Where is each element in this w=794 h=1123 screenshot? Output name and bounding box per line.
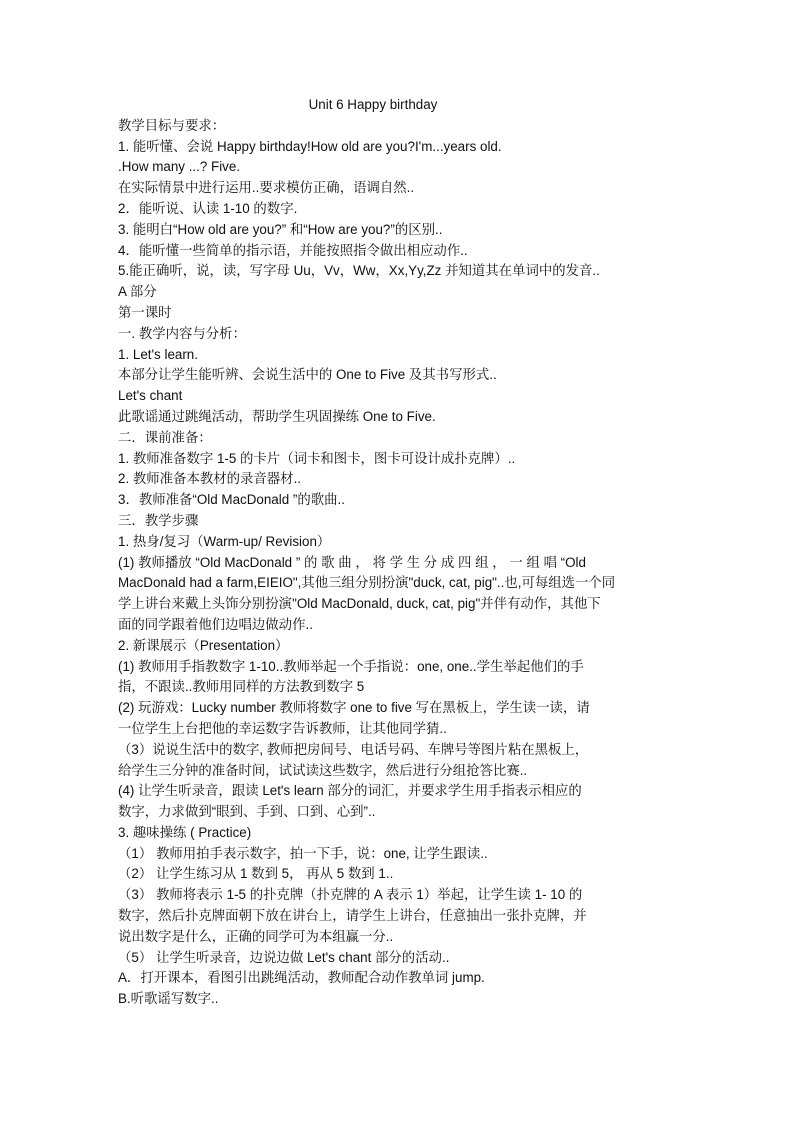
text-line: 一. 教学内容与分析： — [118, 325, 246, 341]
text-line: 2. 新课展示（Presentation） — [118, 637, 289, 653]
text-line: 此歌谣通过跳绳活动，帮助学生巩固操练 One to Five. — [118, 408, 436, 424]
text-line: 3．教师准备“Old MacDonald ”的歌曲.. — [118, 492, 345, 508]
text-line: 3. 能明白“How old are you?” 和“How are you?”的区别.. — [118, 221, 443, 237]
text-line: 2．能听说、认读 1-10 的数字. — [118, 200, 298, 216]
text-line: 2. 教师准备本教材的录音器材.. — [118, 471, 302, 487]
text-line: A 部分 — [118, 284, 157, 300]
text-line: (1) 教师播放 “Old MacDonald ” 的 歌 曲 ， 将 学 生 分 成 四 组 ， 一 组 唱 “Old — [118, 554, 586, 570]
text-line: MacDonald had a farm,EIEIO",其他三组分别扮演"duck, cat, pig"..也,可每组选一个同 — [118, 575, 616, 591]
document-page — [118, 95, 678, 1010]
text-line: （2） 让学生练习从 1 数到 5， 再从 5 数到 1.. — [118, 866, 394, 882]
text-line: A．打开课本，看图引出跳绳活动，教师配合动作教单词 jump. — [118, 970, 485, 986]
text-line: 数字，力求做到“眼到、手到、口到、心到”.. — [118, 804, 376, 820]
text-line: Let's chant — [118, 388, 183, 404]
text-line: B.听歌谣写数字.. — [118, 991, 219, 1007]
text-line: 面的同学跟着他们边唱边做动作.. — [118, 616, 313, 632]
text-line: (2) 玩游戏：Lucky number 教师将数字 one to five 写在黑板上，学生读一读，请 — [118, 700, 590, 716]
text-line: （3）说说生活中的数字, 教师把房间号、电话号码、车牌号等图片粘在黑板上， — [118, 741, 589, 757]
text-line: （1） 教师用拍手表示数字，拍一下手，说：one, 让学生跟读.. — [118, 845, 488, 861]
text-line: 一位学生上台把他的幸运数字告诉教师，让其他同学猜.. — [118, 720, 447, 736]
text-line: 1. 热身/复习（Warm-up/ Revision） — [118, 533, 331, 549]
text-line: 教学目标与要求： — [118, 117, 226, 133]
text-line: .How many ...? Five. — [118, 159, 241, 175]
text-line: 5.能正确听，说，读，写字母 Uu，Vv，Ww，Xx,Yy,Zz 并知道其在单词中的发音.. — [118, 263, 600, 279]
text-line: 学上讲台来戴上头饰分别扮演"Old MacDonald, duck, cat, pig"并伴有动作，其他下 — [118, 596, 601, 612]
text-line: (1) 教师用手指教数字 1-10..教师举起一个手指说：one, one..学生举起他们的手 — [118, 658, 584, 674]
text-line: 1. Let's learn. — [118, 346, 198, 362]
text-line: （3） 教师将表示 1-5 的扑克牌（扑克牌的 A 表示 1）举起，让学生读 1- 10 的 — [118, 887, 583, 903]
text-line: 3. 趣味操练 ( Practice) — [118, 824, 252, 840]
text-line: 三．教学步骤 — [118, 512, 199, 528]
text-line: 本部分让学生能听辨、会说生活中的 One to Five 及其书写形式.. — [118, 367, 497, 383]
text-line: 在实际情景中进行运用..要求模仿正确，语调自然.. — [118, 180, 415, 196]
text-line: 说出数字是什么，正确的同学可为本组赢一分.. — [118, 928, 394, 944]
text-line: 给学生三分钟的准备时间，试试读这些数字，然后进行分组抢答比赛.. — [118, 762, 528, 778]
text-line: 数字，然后扑克牌面朝下放在讲台上，请学生上讲台，任意抽出一张扑克牌，并 — [118, 908, 587, 924]
text-line: （5） 让学生听录音，边说边做 Let's chant 部分的活动.. — [118, 949, 450, 965]
text-line: (4) 让学生听录音，跟读 Let's learn 部分的词汇，并要求学生用手指表示相应的 — [118, 783, 582, 799]
document-title: Unit 6 Happy birthday — [308, 97, 438, 112]
text-line: 第一课时 — [118, 304, 172, 320]
text-line: 指，不跟读..教师用同样的方法教到数字 5 — [118, 679, 365, 695]
text-line: 二．课前准备： — [118, 429, 212, 445]
text-line: 1. 能听懂、会说 Happy birthday!How old are you?I'm...years old. — [118, 138, 502, 154]
document-body — [118, 116, 678, 1010]
text-line: 1. 教师准备数字 1-5 的卡片（词卡和图卡，图卡可设计成扑克牌）.. — [118, 450, 516, 466]
text-line: 4．能听懂一些简单的指示语，并能按照指令做出相应动作.. — [118, 242, 468, 258]
